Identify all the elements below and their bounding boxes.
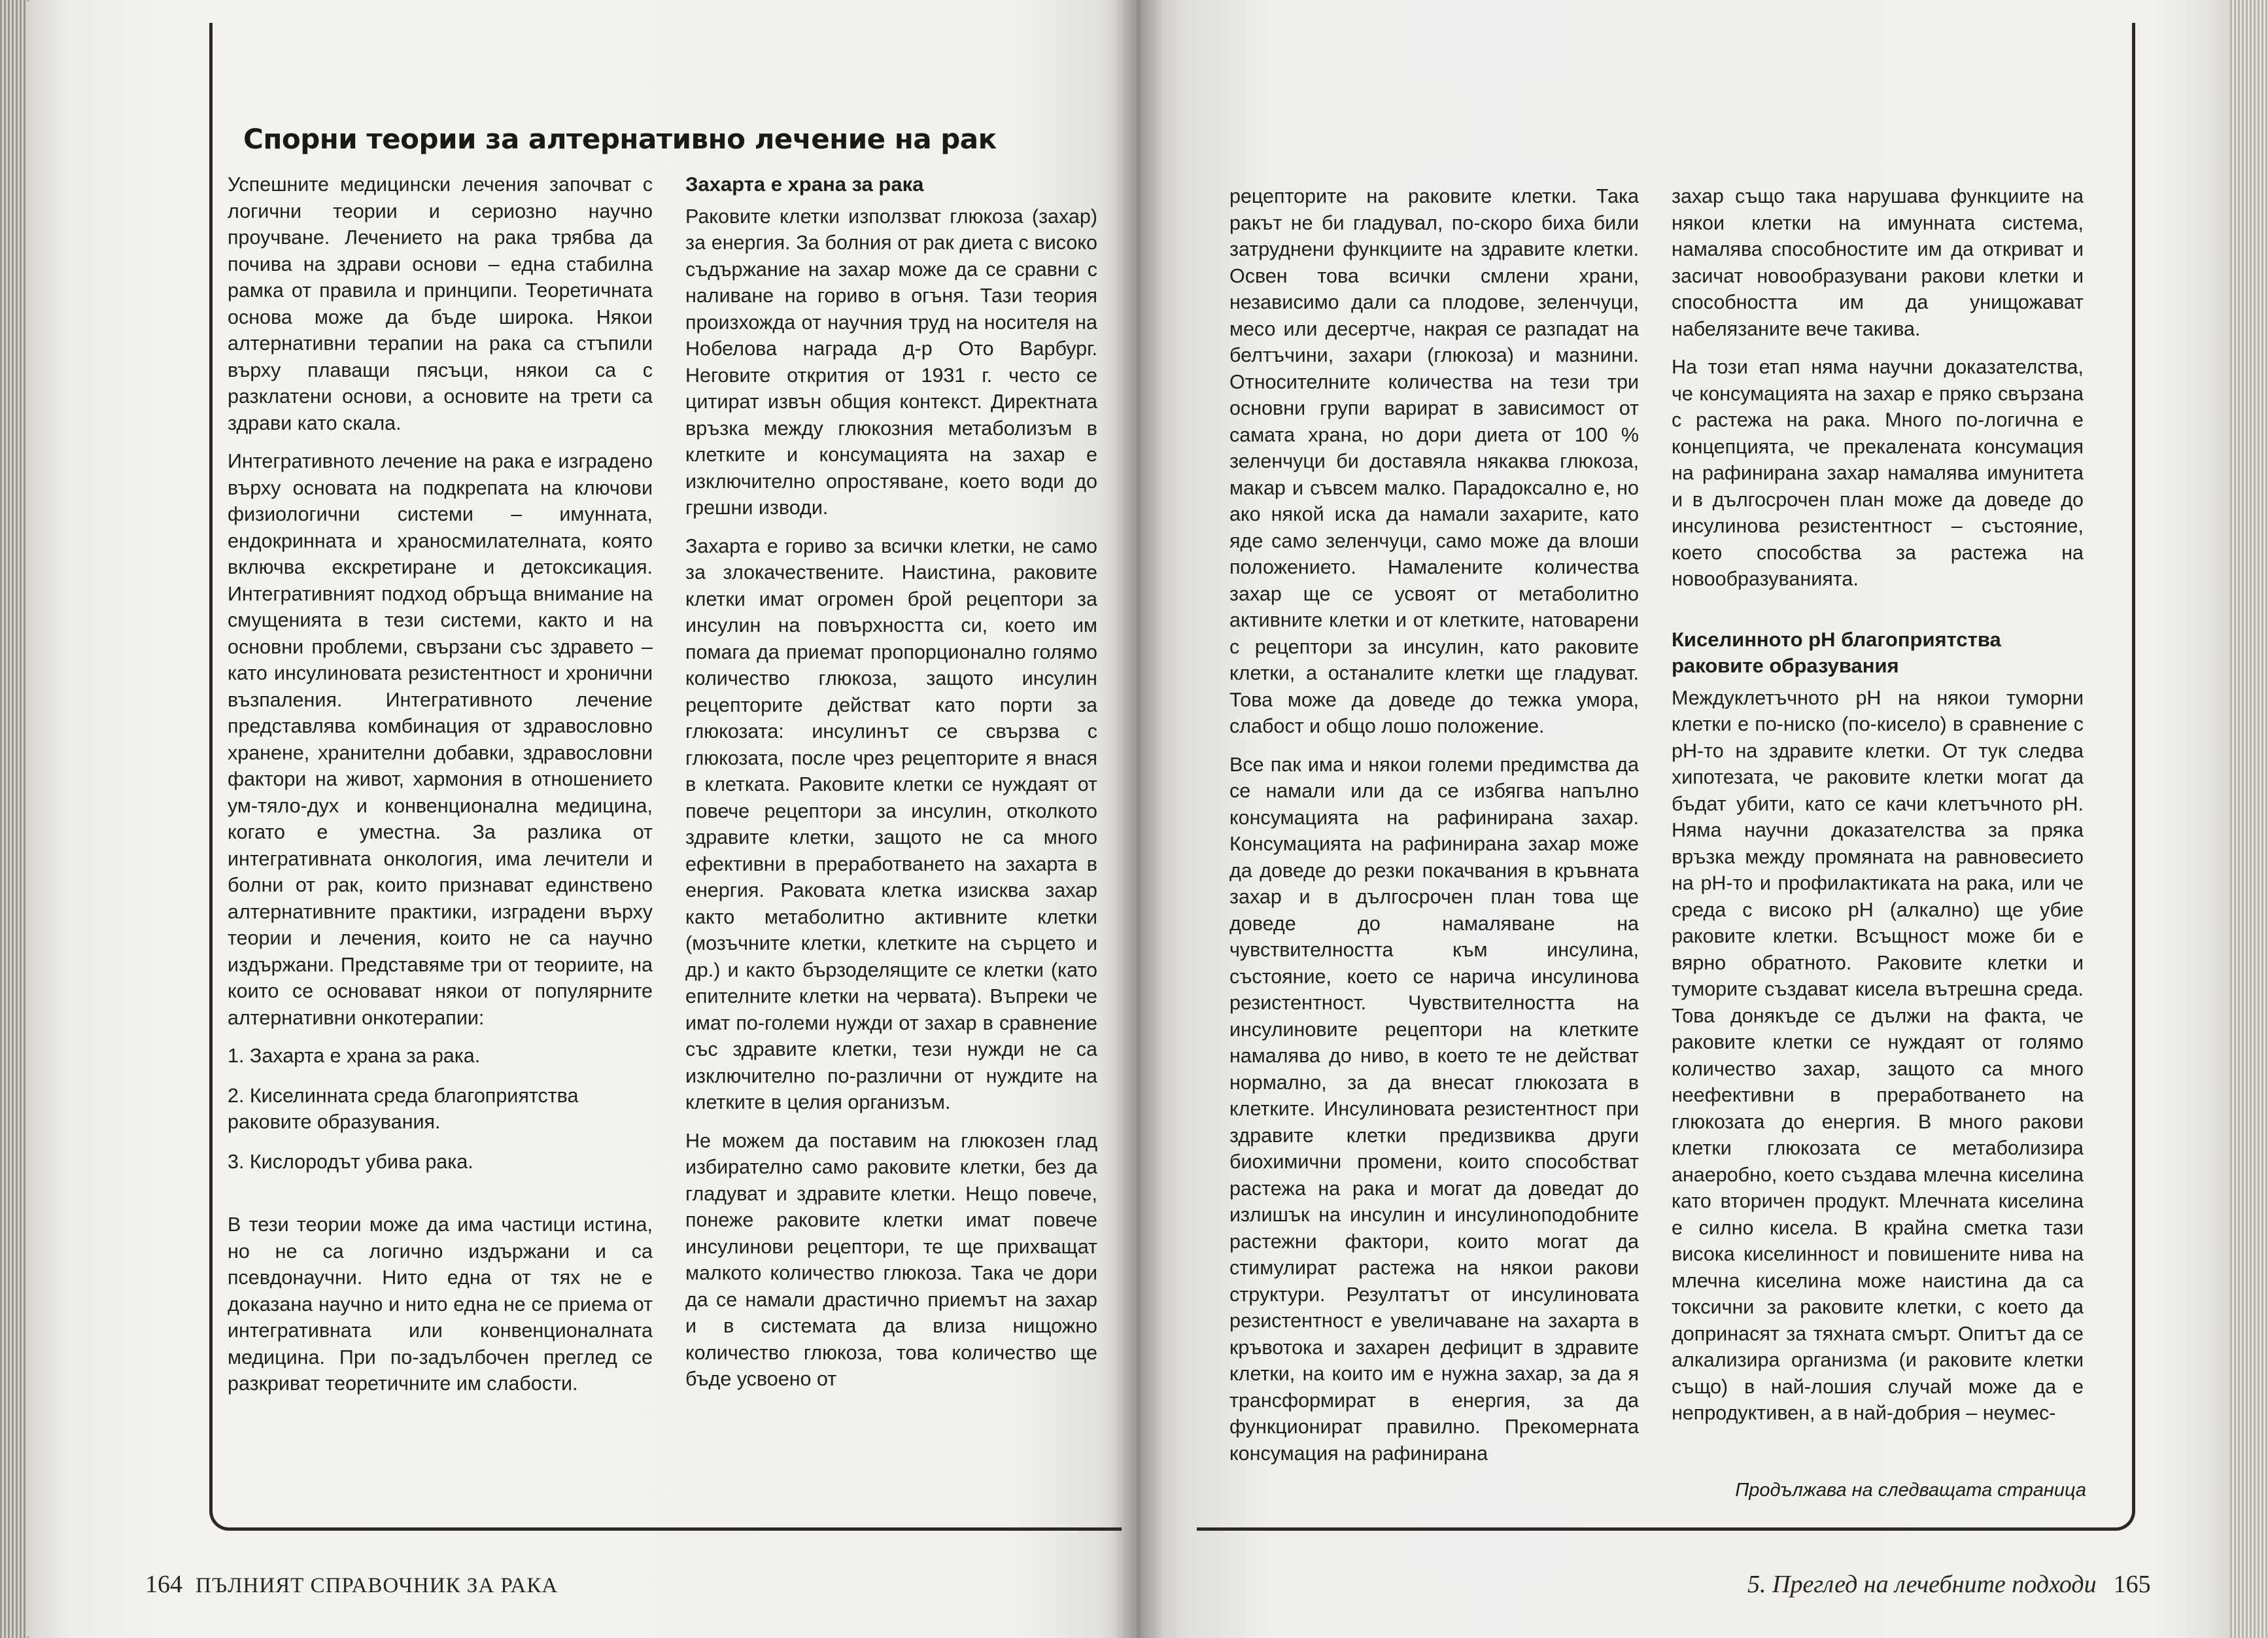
paragraph: захар също така нарушава функциите на някои клетки на имунната система, намалява способностите им да откриват и засичат новообразувани ракови клетки и способността им да унищожават набелязаните вече такива. [1672, 185, 2084, 340]
section-subheading: Киселинното pH благоприятства раковите образувания [1672, 627, 2001, 677]
page-heading: Спорни теории за алтернативно лечение на рак [243, 123, 997, 155]
paragraph: Не можем да поставим на глюкозен глад избирателно само раковите клетки, без да гладуват и здравите клетки. Нещо повече, понеже раковите клетки имат повече инсулинови рецептори, те ще прихващат малкото количество глюкоза. Така че дори да се намали драстично приемът на захар и в системата да влиза нищожно количество глюкоза, това количество ще бъде усвоено от [685, 1129, 1097, 1390]
right-footer [1747, 1570, 2151, 1599]
book-title: ПЪЛНИЯТ СПРАВОЧНИК ЗА РАКА [196, 1574, 558, 1597]
paragraph: Раковите клетки използват глюкоза (захар) за енергия. За болния от рак диета с високо съдържание на захар може да се сравни с наливане на гориво в огъня. Тази теория произхожда от научния труд на носителя на Нобелова награда д-р Ото Варбург. Неговите открития от 1931 г. често се цитират извън общия контекст. Директната връзка между глюкозния метаболизъм в клетките и консумацията на захар е изключително опростяване, което води до грешни изводи. [685, 205, 1097, 519]
page-number: 165 [2113, 1571, 2151, 1598]
left-footer [145, 1570, 558, 1599]
paragraph: Все пак има и някои големи предимства да се намали или да се избягва напълно консумацията на рафинирана захар. Консумацията на рафинирана захар може да доведе до резки покачвания в кръвната захар и в дългосрочен план това ще доведе до намаляване на чувствителността към инсулина, състояние, което се нарича инсулинова резистентност. Чувствителността на инсулиновите рецептори на клетките намалява до ниво, в което те не действат нормално, за да внесат глюкозата в клетките. Инсулиновата резистентност при здравите клетки предизвиква други биохимични промени, които способстват растежа на рака и могат да доведат до излишък на инсулин и инсулиноподобните растежни фактори, които могат да стимулират растежа на някои ракови структури. Резултатът от инсулиновата резистентност е увеличаване на захарта в кръвотока и захарен дефицит в здравите клетки, на които им е нужна захар, за да я трансформират в енергия, за да функционират правилно. Прекомерната консумация на рафинирана [1229, 753, 1639, 1465]
page-edges-right [2230, 0, 2268, 1638]
paragraph: Междуклетъчното pH на някои туморни клетки е по-ниско (по-кисело) в сравнение с pH-то на здравите клетки. От тук следва хипотезата, че раковите клетки могат да бъдат убити, като се качи клетъчното pH. Няма научни доказателства за пряка връзка между промяната на равновесието на pH-то и профилактиката на рака, или че среда с високо pH (алкално) ще убие раковите клетки. Всъщност може би е вярно обратното. Раковите клетки и туморите създават кисела вътрешна среда. Това донякъде се дължи на факта, че раковите клетки се нуждаят от голямо количество захар, защото са много неефективни в преработването на глюкозата до енергия. В много ракови клетки глюкозата се метаболизира анаеробно, което създава млечна киселина като вторичен продукт. Млечната киселина е силно кисела. В крайна сметка тази висока киселинност и повишените нива на млечна киселина може наистина да са токсични за раковите клетки, с което да допринасят за тяхната смърт. Опитът да се алкализира организма (и раковите клетки също) в най-лошия случай може да е непродуктивен, а в най-добрия – неумес- [1672, 686, 2084, 1424]
list-item: 2. Киселинната среда благоприятства раковите образувания. [228, 1084, 579, 1133]
paragraph: рецепторите на раковите клетки. Така ракът не би гладувал, по-скоро биха били затруднени функциите на здравите клетки. Освен това всички смлени храни, независимо дали са плодове, зеленчуци, месо или десертче, накрая се разпадат на белтъчини, захари (глюкоза) и мазнини. Относителните количества на тези три основни групи варират в зависимост от самата храна, но дори диета от 100 % зеленчуци би доставяла някаква глюкоза, макар и съвсем малко. Парадоксално е, но ако някой иска да намали захарите, като яде само зеленчуци, само може да влоши положението. Намалените количества захар ще се усвоят от метаболитно активните клетки и от клетките, натоварени с рецептори за инсулин, като раковите клетки, а останалите клетки ще гладуват. Това може да доведе до тежка умора, слабост и общо лошо положение. [1229, 185, 1639, 737]
section-subheading: Захарта е храна за рака [685, 173, 924, 196]
paragraph: Успешните медицински лечения започват с логични теории и сериозно научно проучване. Лечението на рака трябва да почива на здрави основи – една стабилна рамка от правила и принципи. Теоретичната основа може да бъде широка. Някои алтернативни терапии на рака са стъпили върху плаващи пясъци, някои са с разклатени основи, а основите на трети са здрави като скала. [228, 173, 653, 434]
right-column-1 [1229, 183, 1639, 1478]
list-item: 3. Кислородът убива рака. [228, 1150, 473, 1173]
page-number: 164 [145, 1571, 182, 1598]
continues-note: Продължава на следващата страница [1735, 1480, 2086, 1501]
left-column-2 [685, 171, 1097, 1404]
left-column-1 [228, 171, 653, 1409]
paragraph: Интегративното лечение на рака е изградено върху основата на подкрепата на ключови физиологични системи – имунната, ендокринната и храносмилателната, която включва екскретиране и детоксикация. Интегративният подход обръща внимание на смущенията в тези системи, както и на основни проблеми, свързани със здравето – като инсулиновата резистентност и хронични възпаления. Интегративното лечение представлява комбинация от здравословно хранене, хранителни добавки, здравословни фактори на живот, хармония в отношението ум-тяло-дух и конвенционална медицина, когато е уместна. За разлика от интегративната онкология, има лечители и болни от рак, които признават единствено алтернативните практики, изградени върху теории и лечения, които не са научно издържани. Представяме три от теориите, на които се основават някои от популярните алтернативни онкотерапии: [228, 450, 653, 1029]
right-column-2 [1672, 183, 2084, 1438]
chapter-title: 5. Преглед на лечебните подходи [1747, 1571, 2097, 1598]
list-item: 1. Захарта е храна за рака. [228, 1045, 481, 1067]
paragraph: На този етап няма научни доказателства, че консумацията на захар е пряко свързана с растежа на рака. Много по-логична е концепцията, че прекалената консумация на рафинирана захар намалява имунитета и в дългосрочен план може да доведе до инсулинова резистентност – състояние, което способства за растежа на новообразуванията. [1672, 356, 2084, 590]
paragraph: В тези теории може да има частици истина, но не са логично издържани и са псевдонаучни. Нито една от тях не е доказана научно и нито една не се приема от интегративната или конвенционалната медицина. При по-задълбочен преглед се разкриват теоретичните им слабости. [228, 1213, 653, 1395]
paragraph: Захарта е гориво за всички клетки, не само за злокачествените. Наистина, раковите клетки имат огромен брой рецептори за инсулин на повърхността си, което им помага да приемат пропорционално голямо количество глюкоза, защото инсулин рецепторите действат като порти за глюкозата: инсулинът се свързва с глюкозата, после чрез рецепторите я внася в клетката. Раковите клетки се нуждаят от повече рецептори за инсулин, отколкото здравите клетки, защото не са много ефективни в преработването на захарта в енергия. Раковата клетка изисква захар както метаболитно активните клетки (мозъчните клетки, клетките на сърцето и др.) и както бързоделящите се клетки (като епителните клетки на червата). Въпреки че имат по-големи нужди от захар в сравнение със здравите клетки, тези нужди не са изключително по-различни от нуждите на клетките в целия организъм. [685, 534, 1097, 1113]
